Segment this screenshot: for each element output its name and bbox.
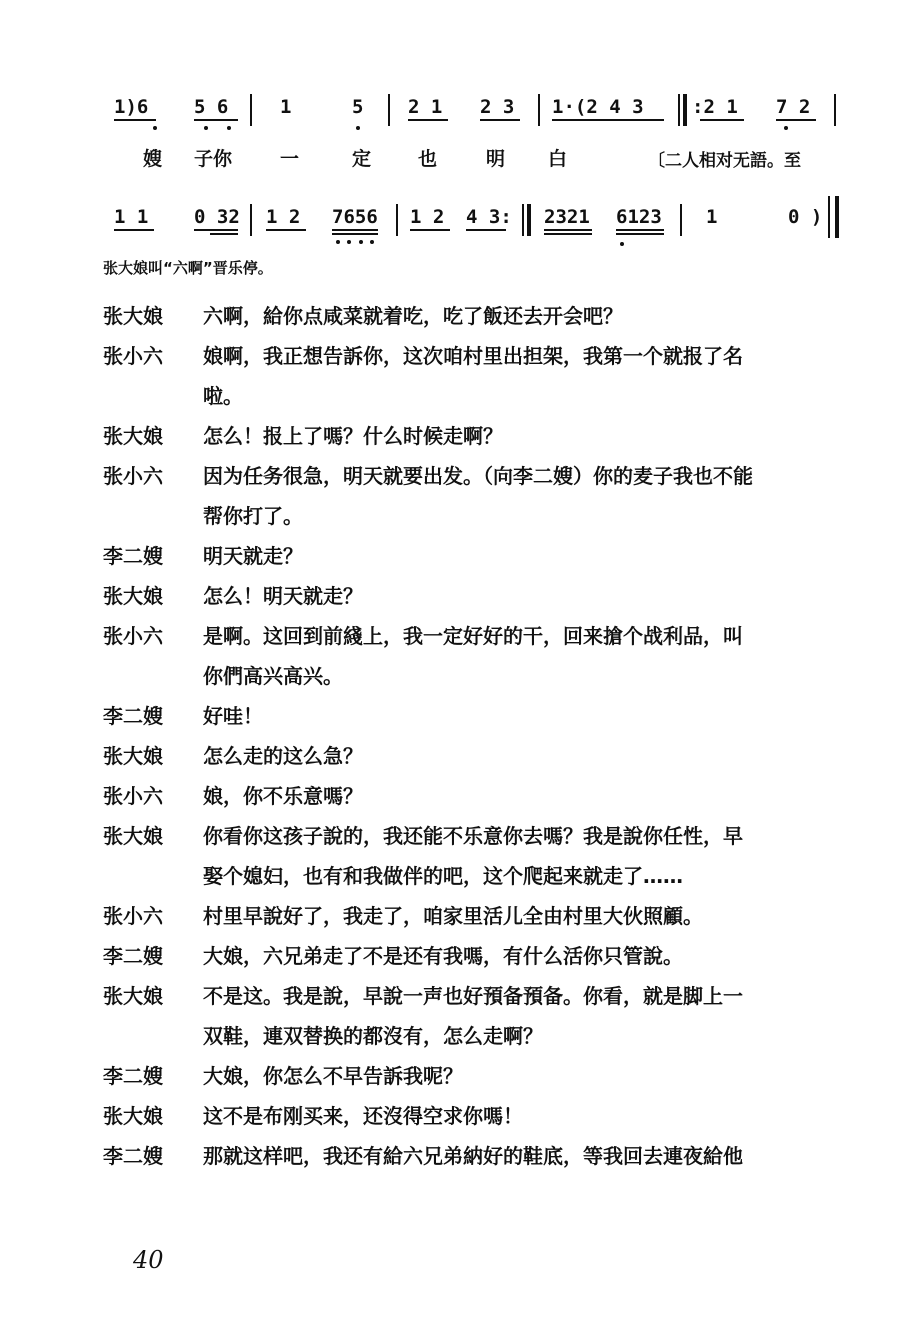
final-barline (828, 196, 830, 238)
line-text: 好哇！ (203, 704, 263, 728)
speaker: 李二嫂 (103, 944, 163, 968)
speaker: 张小六 (103, 904, 163, 928)
notes: 6123 (616, 206, 662, 228)
line-text: 怎么走的这么急？ (203, 744, 363, 768)
lyric: 嫂 (143, 148, 163, 170)
dialogue-line (103, 896, 853, 936)
notes: 0 ) (788, 206, 823, 228)
underline (114, 119, 156, 121)
line-text: 娘，你不乐意嗎？ (203, 784, 363, 808)
underline (480, 119, 520, 121)
underline (552, 119, 664, 121)
lyric: 定 (352, 148, 372, 170)
line-continuation: 你們高兴高兴。 (203, 664, 343, 688)
underline (544, 233, 592, 235)
line-text: 大娘，你怎么不早告訴我呢？ (203, 1064, 463, 1088)
barline (250, 204, 252, 236)
notes: 1 1 (114, 206, 149, 228)
underline (700, 119, 744, 121)
lyric: 白 (548, 148, 568, 170)
low-dot (227, 126, 231, 130)
lyric: 明 (486, 148, 506, 170)
notes: 2 1 (408, 96, 443, 118)
underline (616, 229, 664, 231)
underline (776, 119, 816, 121)
score-row-1 (100, 92, 860, 172)
line-text: 村里早說好了，我走了，咱家里活儿全由村里大伙照顧。 (203, 904, 703, 928)
score-row-2 (100, 202, 860, 252)
line-text: 因为任务很急，明天就要出发。（向李二嫂）你的麦子我也不能 (203, 464, 753, 488)
low-dot (370, 240, 374, 244)
notes: 1 (280, 96, 292, 118)
repeat-barline (522, 204, 524, 236)
line-text: 是啊。这回到前綫上，我一定好好的干，回来搶个战利品，叫 (203, 624, 743, 648)
low-dot (336, 240, 340, 244)
dialogue-line (103, 816, 853, 856)
lyric: 也 (418, 148, 438, 170)
underline (544, 229, 592, 231)
speaker: 张小六 (103, 344, 163, 368)
dialogue-line (103, 1136, 853, 1176)
speaker: 张大娘 (103, 424, 163, 448)
notes: 0 32 (194, 206, 240, 228)
speaker: 李二嫂 (103, 1064, 163, 1088)
repeat-barline (683, 94, 687, 126)
line-text: 怎么！明天就走？ (203, 584, 363, 608)
speaker: 张小六 (103, 624, 163, 648)
barline (396, 204, 398, 236)
notes: 1·(2 4 3 (552, 96, 644, 118)
underline (114, 229, 154, 231)
line-continuation: 啦。 (203, 384, 243, 408)
final-barline (835, 196, 839, 238)
line-text: 怎么！报上了嗎？什么时候走啊？ (203, 424, 503, 448)
barline (250, 94, 252, 126)
speaker: 张大娘 (103, 584, 163, 608)
dialogue-line (103, 296, 853, 336)
notes: 7 2 (776, 96, 811, 118)
speaker: 张大娘 (103, 744, 163, 768)
dialogue-line (103, 416, 853, 456)
page-number: 40 (133, 1246, 164, 1274)
notes: 7656 (332, 206, 378, 228)
dialogue-line (103, 536, 853, 576)
dialogue-line (103, 736, 853, 776)
dialogue-line (103, 776, 853, 816)
low-dot (620, 242, 624, 246)
underline (266, 229, 306, 231)
low-dot (153, 126, 157, 130)
low-dot (784, 126, 788, 130)
line-text: 明天就走？ (203, 544, 303, 568)
underline (408, 119, 448, 121)
underline (194, 229, 238, 231)
dialogue-line (103, 616, 853, 656)
dialogue-line (103, 936, 853, 976)
line-text: 这不是布刚买来，还沒得空求你嗎！ (203, 1104, 523, 1128)
stage-direction: 〔二人相对无語。至 (648, 151, 801, 171)
dialogue-line (103, 336, 853, 376)
low-dot (356, 126, 360, 130)
notes: 2 3 (480, 96, 515, 118)
dialogue-line (103, 1096, 853, 1136)
underline (616, 233, 664, 235)
barline (388, 94, 390, 126)
barline (680, 204, 682, 236)
speaker: 李二嫂 (103, 704, 163, 728)
line-text: 你看你这孩子說的，我还能不乐意你去嗎？我是說你任性，早 (203, 824, 743, 848)
repeat-barline (527, 204, 531, 236)
speaker: 张大娘 (103, 824, 163, 848)
notes: 2321 (544, 206, 590, 228)
speaker: 张小六 (103, 464, 163, 488)
notes: 1 2 (410, 206, 445, 228)
low-dot (347, 240, 351, 244)
dialogue (103, 296, 853, 1176)
music-note: 张大娘叫“六啊”晋乐停。 (103, 259, 273, 277)
dialogue-line (103, 696, 853, 736)
line-text: 那就这样吧，我还有給六兄弟納好的鞋底，等我回去連夜給他 (203, 1144, 743, 1168)
repeat-barline (678, 94, 680, 126)
speaker: 张大娘 (103, 304, 163, 328)
underline (194, 119, 238, 121)
line-continuation: 帮你打了。 (203, 504, 303, 528)
notes: :2 1 (692, 96, 738, 118)
line-text: 六啊，給你点咸菜就着吃，吃了飯还去开会吧？ (203, 304, 623, 328)
speaker: 张大娘 (103, 984, 163, 1008)
dialogue-line (103, 456, 853, 496)
line-text: 娘啊，我正想告訴你，这次咱村里出担架，我第一个就报了名 (203, 344, 743, 368)
notes: 4 3: (466, 206, 512, 228)
lyric: 子你 (194, 148, 233, 170)
underline (332, 229, 378, 231)
speaker: 李二嫂 (103, 1144, 163, 1168)
line-continuation: 娶个媳妇，也有和我做伴的吧，这个爬起来就走了…… (203, 864, 683, 888)
underline (332, 233, 378, 235)
dialogue-line (103, 1056, 853, 1096)
speaker: 李二嫂 (103, 544, 163, 568)
underline (410, 229, 450, 231)
line-continuation: 双鞋，連双替换的都沒有，怎么走啊？ (203, 1024, 543, 1048)
notes: 1 (706, 206, 718, 228)
low-dot (204, 126, 208, 130)
barline (834, 94, 836, 126)
barline (538, 94, 540, 126)
notes: 5 (352, 96, 364, 118)
speaker: 张小六 (103, 784, 163, 808)
dialogue-line (103, 576, 853, 616)
notes: 1 2 (266, 206, 301, 228)
underline (210, 233, 238, 235)
notes: 1)6 (114, 96, 149, 118)
lyric: 一 (280, 148, 300, 170)
line-text: 不是这。我是說，早說一声也好預备預备。你看，就是脚上一 (203, 984, 743, 1008)
low-dot (359, 240, 363, 244)
notes: 5 6 (194, 96, 229, 118)
underline (466, 229, 506, 231)
line-text: 大娘，六兄弟走了不是还有我嗎，有什么活你只管說。 (203, 944, 683, 968)
dialogue-line (103, 976, 853, 1016)
speaker: 张大娘 (103, 1104, 163, 1128)
